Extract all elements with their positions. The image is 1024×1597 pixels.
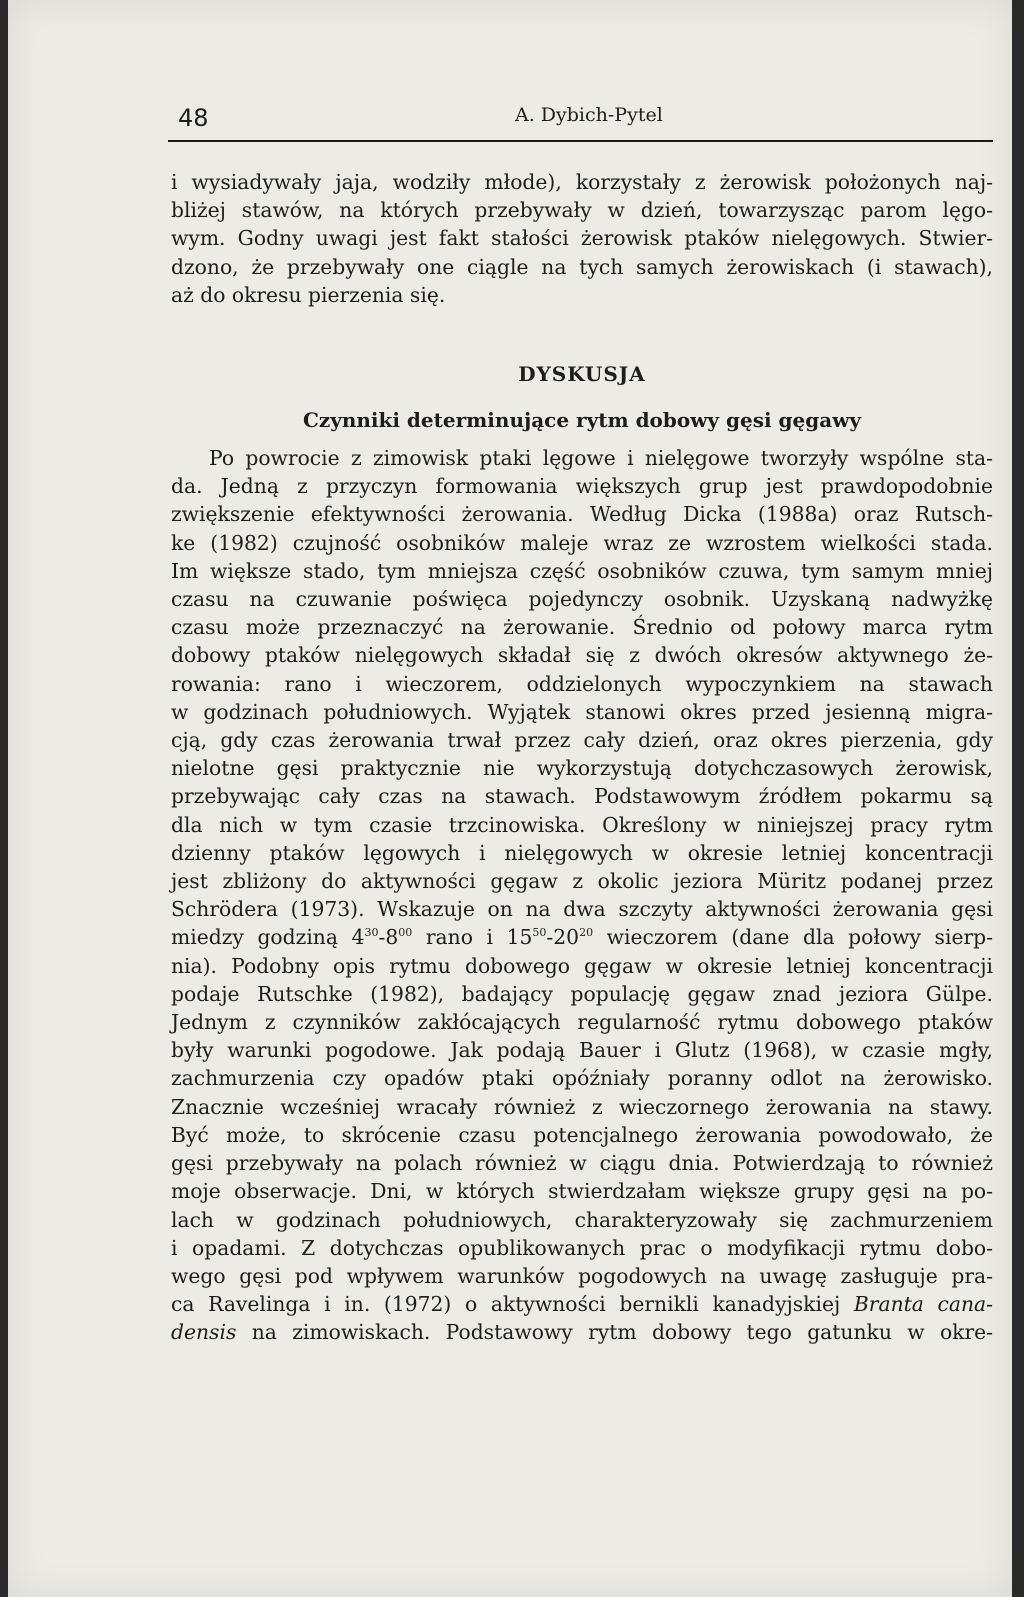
page-number: 48 [178, 104, 209, 132]
text-line: Im większe stado, tym mniejsza część osobników czuwa, tym samym mniej [171, 558, 993, 583]
text-line: dla nich w tym czasie trzcinowiska. Określony w niniejszej pracy rytm [171, 812, 993, 837]
text-line: cją, gdy czas żerowania trwał przez cały dzień, oraz okres pierzenia, gdy [171, 728, 993, 753]
time-superscript: 00 [398, 926, 413, 940]
page-header [168, 100, 993, 142]
text-line: Być może, to skrócenie czasu potencjalnego żerowania powodowało, że [171, 1122, 993, 1147]
time-superscript: 50 [532, 926, 547, 940]
time-suffix: wieczorem (dane dla połowy sierp- [593, 925, 993, 950]
final-suffix: na zimowiskach. Podstawowy rytm dobowy tego gatunku w okre- [236, 1320, 993, 1345]
text-line: i opadami. Z dotychczas opublikowanych prac o modyfikacji rytmu dobo- [171, 1235, 993, 1260]
subsection-title: Czynniki determinujące rytm dobowy gęsi gęgawy [302, 408, 862, 433]
text-line: dzienny ptaków lęgowych i nielęgowych w okresie letniej koncentracji [171, 840, 993, 865]
text-line: przebywając cały czas na stawach. Podstawowym źródłem pokarmu są [171, 784, 993, 809]
text-line: lach w godzinach południowych, charakteryzowały się zachmurzeniem [171, 1207, 993, 1232]
text-line-species [171, 1290, 993, 1318]
running-head-author: A. Dybich-Pytel [515, 104, 663, 126]
text-line: zachmurzenia czy opadów ptaki opóźniały poranny odlot na żerowisko. [171, 1066, 993, 1091]
text-line: gęsi przebywały na polach również w ciągu dnia. Potwierdzają to również [171, 1151, 993, 1176]
text-line: rowania: rano i wieczorem, oddzielonych wypoczynkiem na stawach [171, 671, 993, 696]
text-line: czasu na czuwanie poświęca pojedynczy osobnik. Uzyskaną nadwyżkę [171, 587, 993, 612]
text-line: i wysiadywały jaja, wodziły młode), korzystały z żerowisk położonych naj- [171, 170, 993, 194]
latin-name: densis [171, 1320, 237, 1345]
text-line: jest zbliżony do aktywności gęgaw z okolic jeziora Müritz podanej przez [171, 869, 993, 894]
intro-paragraph [171, 168, 993, 309]
section-title: DYSKUSJA [518, 362, 646, 387]
time-mid: -20 [546, 925, 580, 950]
latin-name: Branta cana- [853, 1292, 993, 1317]
text-line: ke (1982) czujność osobników maleje wraz ze wzrostem wielkości stada. [171, 530, 993, 555]
text-line-final [171, 1318, 993, 1346]
text-line: wym. Godny uwagi jest fakt stałości żerowisk ptaków nielęgowych. Stwier- [171, 226, 993, 251]
species-prefix: ca Ravelinga i in. (1972) o aktywności bernikli kanadyjskiej [171, 1292, 854, 1317]
text-line: były warunki pogodowe. Jak podają Bauer i Glutz (1968), w czasie mgły, [171, 1038, 993, 1063]
discussion-paragraph [171, 444, 993, 1347]
text-line: wego gęsi pod wpływem warunków pogodowych na uwagę zasługuje pra- [171, 1263, 993, 1288]
text-line: Znacznie wcześniej wracały również z wieczornego żerowania na stawy. [171, 1094, 993, 1119]
time-superscript: 20 [579, 926, 594, 940]
text-line: dobowy ptaków nielęgowych składał się z dwóch okresów aktywnego że- [171, 643, 993, 668]
text-line: Schrödera (1973). Wskazuje on na dwa szczyty aktywności żerowania gęsi [171, 897, 993, 922]
time-mid: -8 [378, 925, 399, 950]
time-superscript: 30 [364, 926, 379, 940]
text-line: podaje Rutschke (1982), badający populację gęgaw znad jeziora Gülpe. [171, 981, 993, 1006]
text-line: aż do okresu pierzenia się. [171, 282, 446, 307]
text-line: czasu może przeznaczyć na żerowanie. Średnio od połowy marca rytm [171, 615, 993, 640]
document-page [8, 0, 1012, 1597]
body-text [171, 168, 993, 1347]
text-line: Jednym z czynników zakłócających regularność rytmu dobowego ptaków [171, 1010, 993, 1035]
text-line: nia). Podobny opis rytmu dobowego gęgaw w okresie letniej koncentracji [171, 953, 993, 978]
time-middle: rano i 15 [412, 925, 533, 950]
time-prefix: miedzy godziną 4 [171, 925, 365, 950]
text-line: dzono, że przebywały one ciągle na tych samych żerowiskach (i stawach), [171, 254, 993, 279]
text-line: Po powrocie z zimowisk ptaki lęgowe i nielęgowe tworzyły wspólne sta- [209, 446, 993, 471]
text-line: nielotne gęsi praktycznie nie wykorzystują dotychczasowych żerowisk, [171, 756, 993, 781]
text-line: zwiększenie efektywności żerowania. Według Dicka (1988a) oraz Rutsch- [171, 502, 993, 527]
text-line: da. Jedną z przyczyn formowania większych grup jest prawdopodobnie [171, 474, 993, 499]
text-line: bliżej stawów, na których przebywały w dzień, towarzysząc parom lęgo- [171, 198, 993, 223]
text-line-times [171, 923, 993, 951]
text-line: moje obserwacje. Dni, w których stwierdzałam większe grupy gęsi na po- [171, 1179, 993, 1204]
text-line: w godzinach południowych. Wyjątek stanowi okres przed jesienną migra- [171, 699, 993, 724]
